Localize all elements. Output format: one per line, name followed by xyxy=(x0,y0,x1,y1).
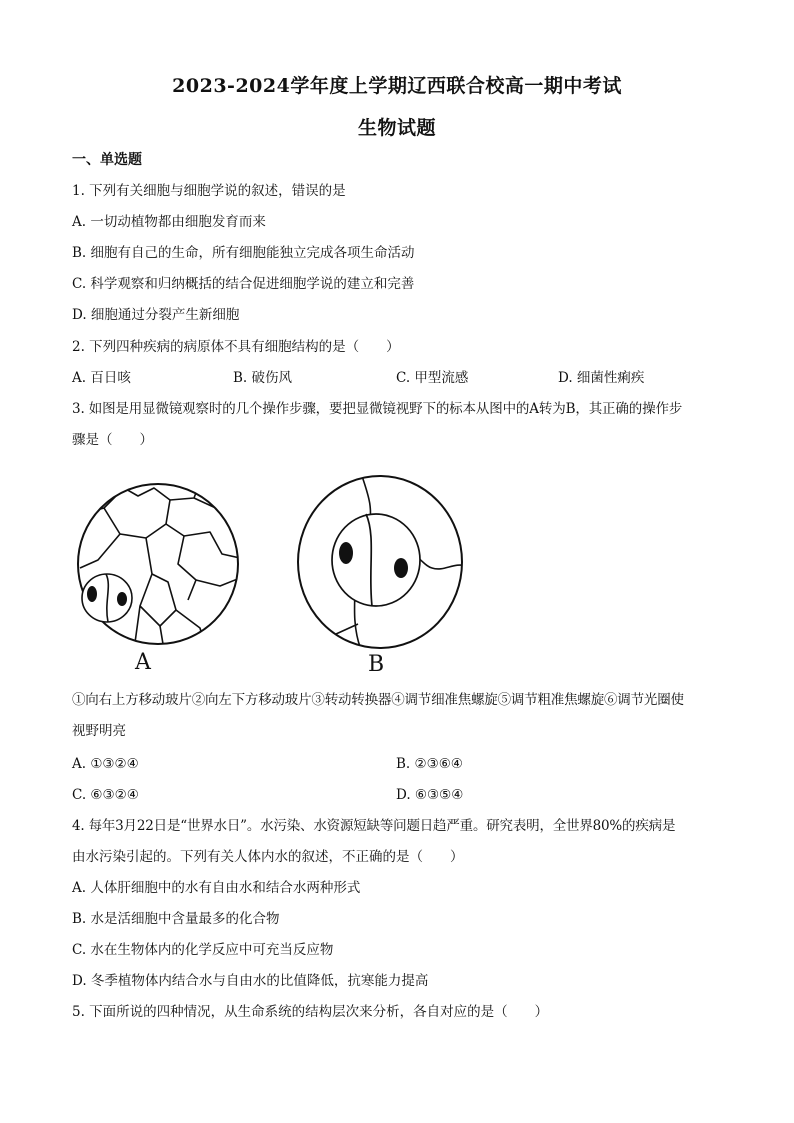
section-heading: 一、单选题 xyxy=(72,152,142,168)
q5-stem: 5. 下面所说的四种情况，从生命系统的结构层次来分析，各自对应的是（ ） xyxy=(72,1004,549,1020)
q1-option-a: A. 一切动植物都由细胞发育而来 xyxy=(72,214,266,230)
q2-stem: 2. 下列四种疾病的病原体不具有细胞结构的是（ ） xyxy=(72,339,400,355)
q2-option-c: C. 甲型流感 xyxy=(396,370,469,386)
q3-steps-line2: 视野明亮 xyxy=(72,723,126,739)
microscope-field-a xyxy=(76,478,240,650)
q1-option-b: B. 细胞有自己的生命，所有细胞能独立完成各项生命活动 xyxy=(72,245,415,261)
q2-option-d: D. 细菌性痢疾 xyxy=(558,370,645,386)
q3-option-a: A. ①③②④ xyxy=(72,756,139,772)
q2-option-b: B. 破伤风 xyxy=(233,370,293,386)
q1-option-d: D. 细胞通过分裂产生新细胞 xyxy=(72,307,240,323)
microscope-field-b xyxy=(296,474,466,652)
q3-option-b: B. ②③⑥④ xyxy=(396,756,463,772)
q4-stem-line2: 由水污染引起的。下列有关人体内水的叙述，不正确的是（ ） xyxy=(72,849,464,865)
q4-option-b: B. 水是活细胞中含量最多的化合物 xyxy=(72,911,280,927)
q4-stem-line1: 4. 每年3月22日是“世界水日”。水污染、水资源短缺等问题日趋严重。研究表明，全世界80%的疾病是 xyxy=(72,818,676,834)
page-subtitle: 生物试题 xyxy=(357,117,436,139)
nucleus-right-b xyxy=(394,558,408,578)
q1-stem: 1. 下列有关细胞与细胞学说的叙述，错误的是 xyxy=(72,183,346,199)
q4-option-d: D. 冬季植物体内结合水与自由水的比值降低，抗寒能力提高 xyxy=(72,973,429,989)
q3-stem-line2: 骤是（ ） xyxy=(72,432,153,448)
nucleus-right-a xyxy=(117,592,127,606)
q1-option-c: C. 科学观察和归纳概括的结合促进细胞学说的建立和完善 xyxy=(72,276,415,292)
q4-option-c: C. 水在生物体内的化学反应中可充当反应物 xyxy=(72,942,334,958)
q3-option-c: C. ⑥③②④ xyxy=(72,787,139,803)
figure-label-a: A xyxy=(135,650,151,675)
figure-label-b: B xyxy=(368,652,385,677)
q2-option-a: A. 百日咳 xyxy=(72,370,131,386)
nucleus-left-a xyxy=(87,586,97,602)
q4-option-a: A. 人体肝细胞中的水有自由水和结合水两种形式 xyxy=(72,880,361,896)
q3-stem-line1: 3. 如图是用显微镜观察时的几个操作步骤，要把显微镜视野下的标本从图中的A转为B，其正确的操作步 xyxy=(72,401,683,417)
nucleus-left-b xyxy=(339,542,353,564)
page-title: 2023-2024学年度上学期辽西联合校高一期中考试 xyxy=(172,75,622,97)
q3-option-d: D. ⑥③⑤④ xyxy=(396,787,464,803)
q3-steps-line1: ①向右上方移动玻片②向左下方移动玻片③转动转换器④调节细准焦螺旋⑤调节粗准焦螺旋⑥调节光圈使 xyxy=(72,692,684,708)
